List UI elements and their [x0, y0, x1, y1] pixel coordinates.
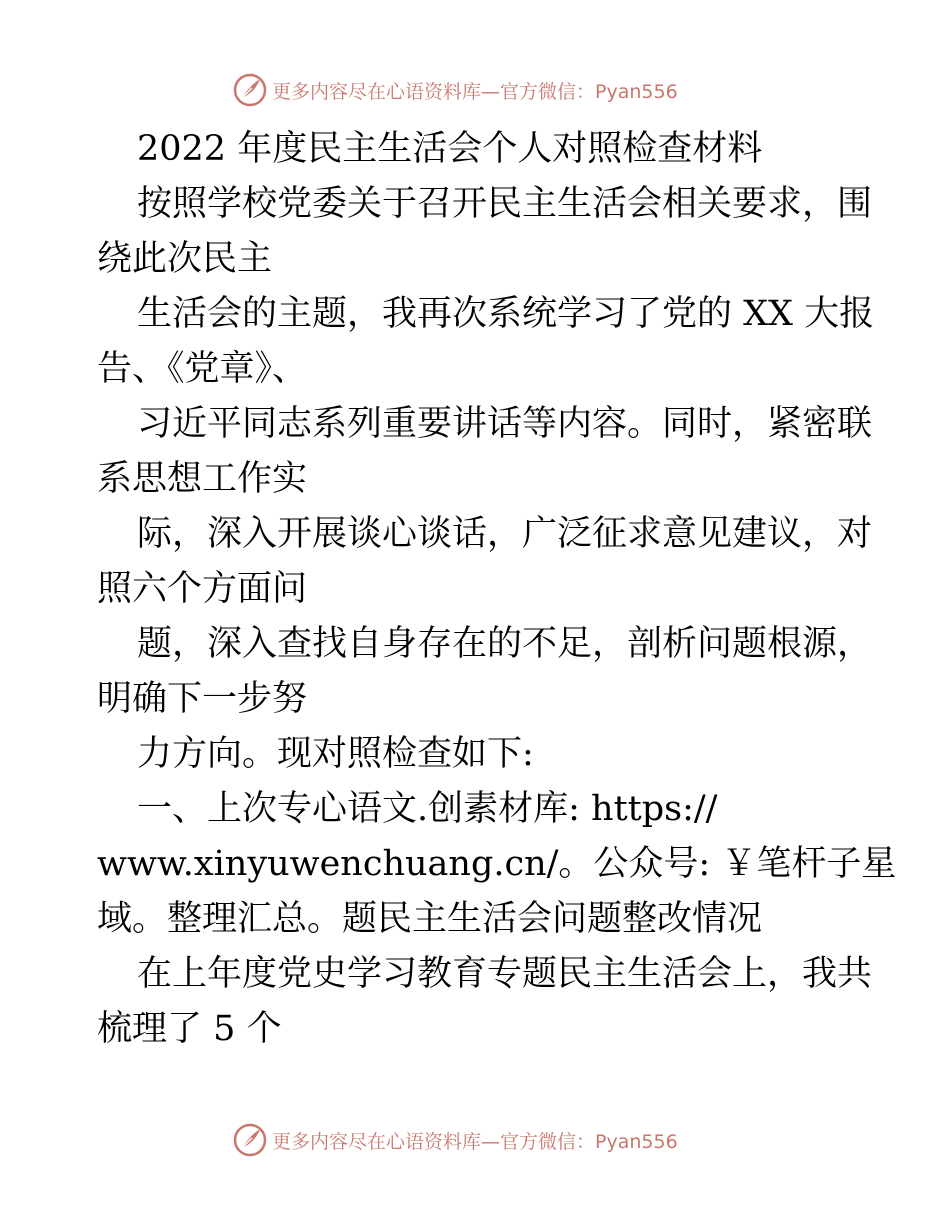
feather-quill-logo-icon — [232, 1122, 268, 1158]
text-line: www.xinyuwenchuang.cn/。公众号: ￥笔杆子星 — [97, 844, 897, 884]
document-title: 2022 年度民主生活会个人对照检查材料 — [137, 129, 763, 169]
text-line: 照六个方面问 — [97, 569, 308, 609]
header-watermark-banner — [232, 70, 678, 110]
feather-quill-logo-icon — [232, 72, 268, 108]
text-line: 告、《党章》、 — [97, 349, 308, 389]
text-line: 际，深入开展谈心谈话，广泛征求意见建议，对 — [137, 514, 873, 554]
text-line: 题，深入查找自身存在的不足，剖析问题根源， — [137, 624, 873, 664]
text-line: 按照学校党委关于召开民主生活会相关要求，围 — [137, 184, 873, 224]
text-line: 梳理了 5 个 — [97, 1009, 282, 1049]
text-line: 系思想工作实 — [97, 459, 308, 499]
text-line: 在上年度党史学习教育专题民主生活会上，我共 — [137, 954, 873, 994]
footer-watermark-text: 更多内容尽在心语资料库—官方微信：Pyan556 — [272, 1130, 678, 1153]
text-line: 习近平同志系列重要讲话等内容。同时，紧密联 — [137, 404, 873, 444]
text-line: 域。整理汇总。题民主生活会问题整改情况 — [97, 899, 763, 939]
footer-watermark-banner — [232, 1120, 678, 1160]
section-heading-line: 一、上次专心语文.创素材库: https:// — [137, 789, 718, 829]
document-body — [97, 122, 897, 1057]
text-line: 生活会的主题，我再次系统学习了党的 XX 大报 — [137, 294, 875, 334]
text-line: 绕此次民主 — [97, 239, 273, 279]
text-line: 力方向。现对照检查如下: — [137, 734, 534, 774]
header-watermark-text: 更多内容尽在心语资料库—官方微信：Pyan556 — [272, 80, 678, 103]
text-line: 明确下一步努 — [97, 679, 308, 719]
